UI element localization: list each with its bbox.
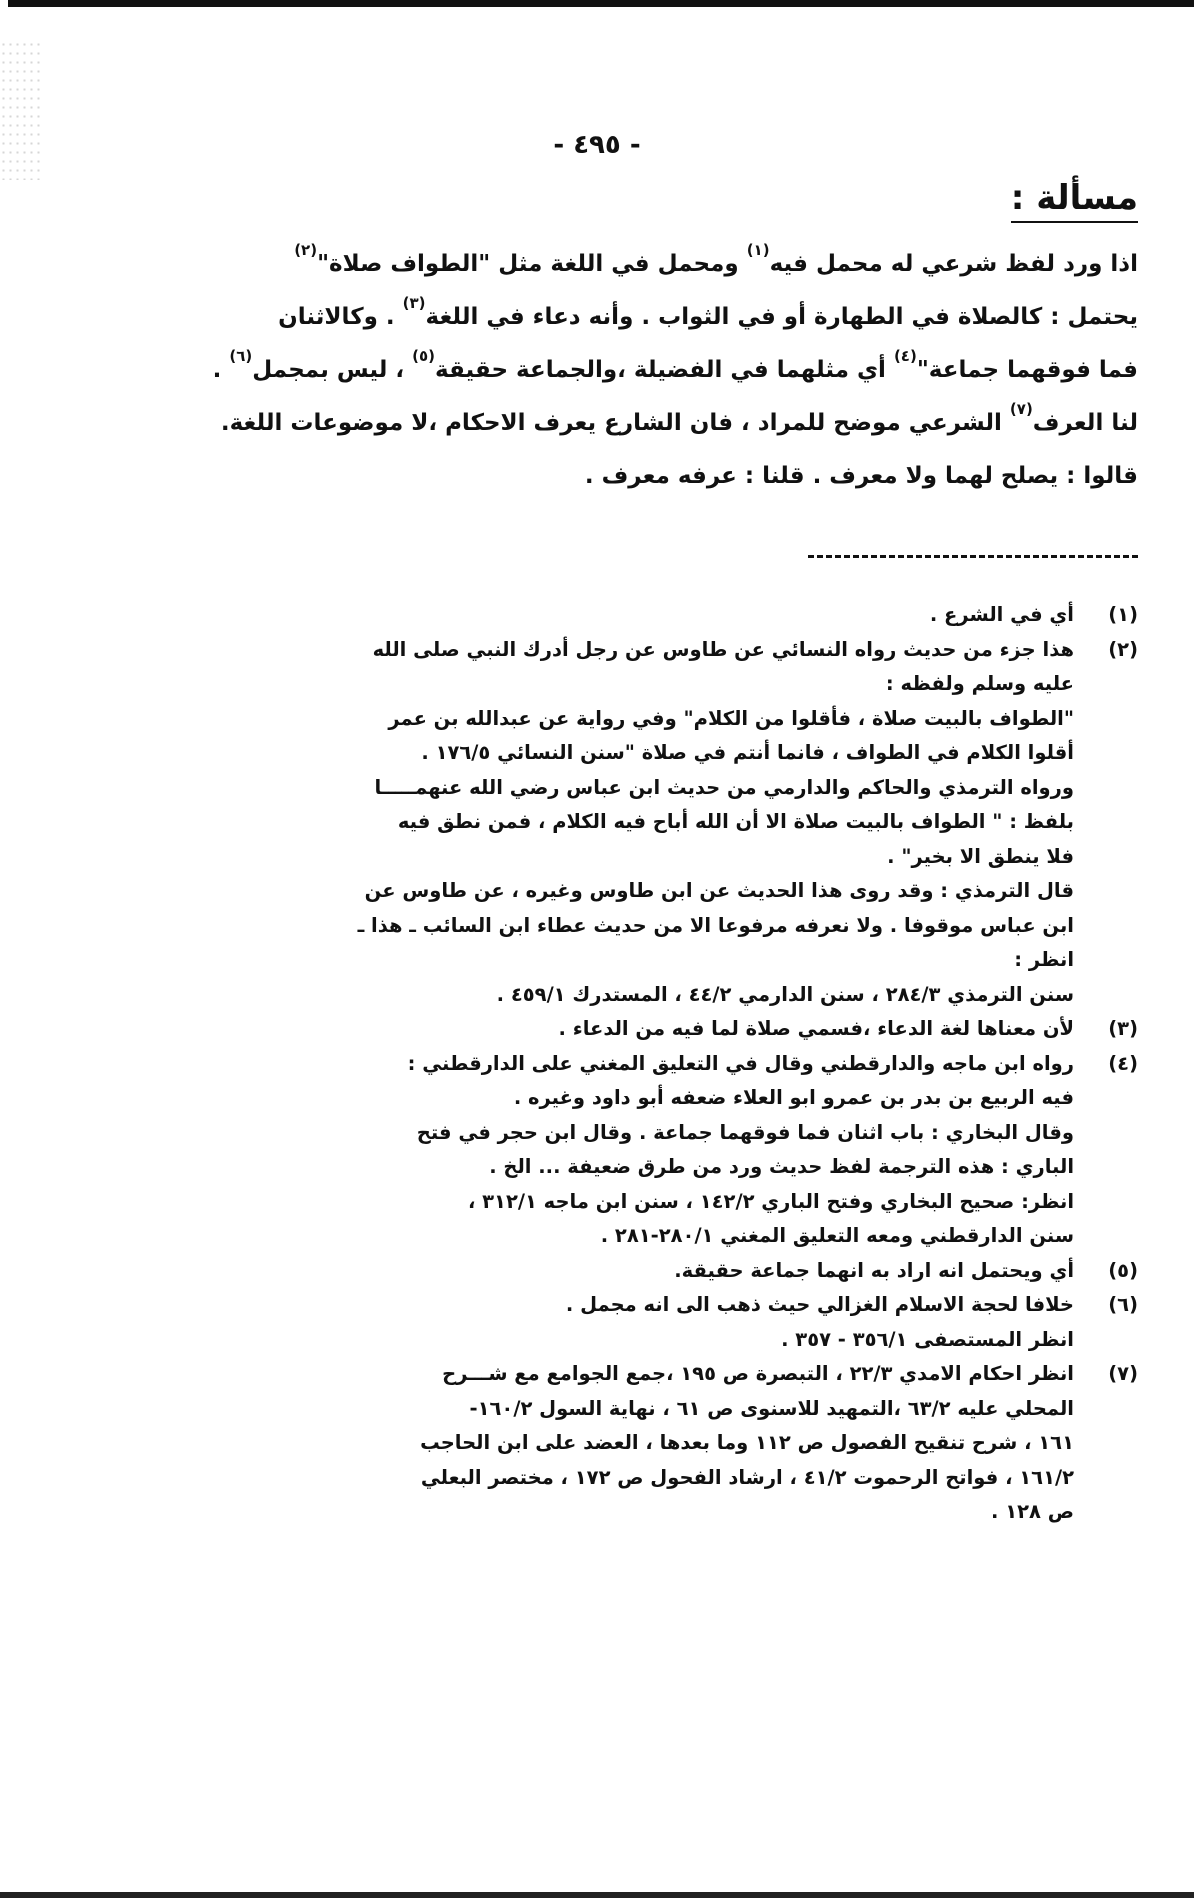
footnote-line: قال الترمذي : وقد روى هذا الحديث عن ابن طاوس وغيره ، عن طاوس عن	[364, 879, 1074, 902]
footnote-line: ابن عباس موقوفا . ولا نعرفه مرفوعا الا من حديث عطاء ابن السائب ـ هذا ـ	[357, 913, 1074, 937]
body-line	[138, 450, 1138, 503]
section-heading: مسألة :	[1011, 178, 1138, 223]
body-line	[138, 344, 1138, 397]
body-text-run: الشرعي موضح للمراد ، فان الشارع يعرف الاحكام ،لا موضوعات اللغة.	[220, 410, 1010, 436]
footnote-body	[48, 1047, 1074, 1254]
footnote-line: أي ويحتمل انه اراد به انهما جماعة حقيقة.	[674, 1258, 1074, 1282]
footnote-number: (٢)	[1108, 637, 1138, 661]
footnote-line: "الطواف بالبيت صلاة ، فأقلوا من الكلام" وفي رواية عن عبدالله بن عمر	[388, 706, 1074, 730]
footnote-number: (١)	[1108, 603, 1138, 626]
footnote-line: لأن معناها لغة الدعاء ،فسمي صلاة لما فيه من الدعاء .	[558, 1017, 1074, 1040]
footnote-body	[48, 633, 1074, 1013]
footnote-marker: (١)	[746, 241, 770, 259]
footnote-marker: (٤)	[893, 347, 917, 365]
footnote-number: (٧)	[1108, 1362, 1138, 1385]
footnote-marker: (٣)	[402, 294, 426, 312]
body-text-run: قالوا : يصلح لهما ولا معرف . قلنا : عرفه معرف .	[584, 463, 1138, 489]
body-line	[138, 397, 1138, 450]
footnote-marker: (٥)	[412, 347, 436, 365]
footnote-line: انظر: صحيح البخاري وفتح الباري ١٤٢/٢ ، سنن ابن ماجه ٣١٢/١ ،	[467, 1189, 1074, 1213]
footnote-line: سنن الدارقطني ومعه التعليق المغني ٢٨٠/١-٢٨١ .	[600, 1224, 1074, 1247]
footnote-line: انظر المستصفى ٣٥٦/١ - ٣٥٧ .	[781, 1327, 1074, 1351]
footnote-line: رواه ابن ماجه والدارقطني وقال في التعليق المغني على الدارقطني :	[407, 1051, 1074, 1075]
footnote-line: أقلوا الكلام في الطواف ، فانما أنتم في صلاة "سنن النسائي ١٧٦/٥ .	[421, 741, 1074, 764]
footnote-line: فلا ينطق الا بخير" .	[887, 844, 1074, 868]
footnote-line: انظر احكام الامدي ٢٢/٣ ، التبصرة ص ١٩٥ ،جمع الجوامع مع شـــرح	[442, 1362, 1074, 1385]
bottom-scan-border	[0, 1892, 1194, 1898]
footnote-line: ١٦١ ، شرح تنقيح الفصول ص ١١٢ وما بعدها ، العضد على ابن الحاجب	[420, 1431, 1074, 1454]
body-text-run: ومحمل في اللغة مثل "الطواف صلاة"	[317, 251, 747, 277]
body-text-run: لنا العرف	[1032, 410, 1138, 436]
footnote	[48, 1012, 1138, 1047]
footnote-number: (٣)	[1108, 1017, 1138, 1040]
footnote-body	[48, 598, 1074, 633]
footnote-line: أي في الشرع .	[929, 603, 1074, 626]
footnote	[48, 1254, 1138, 1289]
footnote-body	[48, 1254, 1074, 1289]
body-text-run: أي مثلهما في الفضيلة ،والجماعة حقيقة	[435, 357, 894, 383]
footnote-line: هذا جزء من حديث رواه النسائي عن طاوس عن رجل أدرك النبي صلى الله	[372, 637, 1074, 661]
top-scan-border	[8, 0, 1194, 7]
footnote-line: ص ١٢٨ .	[991, 1500, 1074, 1523]
footnote-body	[48, 1012, 1074, 1047]
footnote-marker: (٢)	[294, 241, 318, 259]
page-number: - ٤٩٥ -	[553, 130, 641, 160]
footnote	[48, 1047, 1138, 1254]
footnote-line: ١٦١/٢ ، فواتح الرحموت ٤١/٢ ، ارشاد الفحول ص ١٧٢ ، مختصر البعلي	[420, 1465, 1074, 1489]
footnote-line: فيه الربيع بن بدر بن عمرو ابو العلاء ضعفه أبو داود وغيره .	[513, 1086, 1074, 1109]
footnote-line: بلفظ : " الطواف بالبيت صلاة الا أن الله أباح فيه الكلام ، فمن نطق فيه	[397, 810, 1074, 833]
body-text-run: فما فوقهما جماعة"	[916, 357, 1138, 383]
footnote-line: ورواه الترمذي والحاكم والدارمي من حديث ابن عباس رضي الله عنهمـــــا	[374, 775, 1074, 799]
body-text-run: ، ليس بمجمل	[252, 357, 413, 383]
footnote-line: سنن الترمذي ٢٨٤/٣ ، سنن الدارمي ٤٤/٢ ، المستدرك ٤٥٩/١ .	[496, 982, 1074, 1006]
footnote-marker: (٧)	[1009, 400, 1033, 418]
body-text-run: .	[212, 357, 230, 383]
body-line	[138, 291, 1138, 344]
footnote-line: وقال البخاري : باب اثنان فما فوقهما جماعة . وقال ابن حجر في فتح	[416, 1120, 1074, 1144]
footnote-body	[48, 1288, 1074, 1357]
footnote-line: عليه وسلم ولفظه :	[885, 672, 1074, 695]
footnote	[48, 1357, 1138, 1530]
footnote	[48, 633, 1138, 1013]
body-text-run: . وكالاثنان	[278, 304, 403, 330]
footnote-marker: (٦)	[229, 347, 253, 365]
footnote	[48, 598, 1138, 633]
footnote-line: خلافا لحجة الاسلام الغزالي حيث ذهب الى انه مجمل .	[565, 1293, 1074, 1316]
footnote-number: (٥)	[1108, 1258, 1138, 1282]
body-line	[138, 238, 1138, 291]
main-body-text	[138, 238, 1138, 503]
footnote-line: الباري : هذه الترجمة لفظ حديث ورد من طرق ضعيفة ... الخ .	[489, 1155, 1074, 1178]
footnote-line: انظر :	[1014, 948, 1074, 971]
body-text-run: يحتمل : كالصلاة في الطهارة أو في الثواب . وأنه دعاء في اللغة	[425, 304, 1138, 330]
body-text-run: اذا ورد لفظ شرعي له محمل فيه	[769, 251, 1138, 277]
footnote-line: المحلي عليه ٦٣/٢ ،التمهيد للاسنوى ص ٦١ ، نهاية السول ١٦٠/٢-	[469, 1396, 1074, 1420]
footnote	[48, 1288, 1138, 1357]
footnote-number: (٦)	[1108, 1293, 1138, 1316]
footnote-number: (٤)	[1108, 1051, 1138, 1075]
footnote-body	[48, 1357, 1074, 1530]
footnotes	[48, 598, 1138, 1530]
footnote-separator	[808, 555, 1138, 558]
